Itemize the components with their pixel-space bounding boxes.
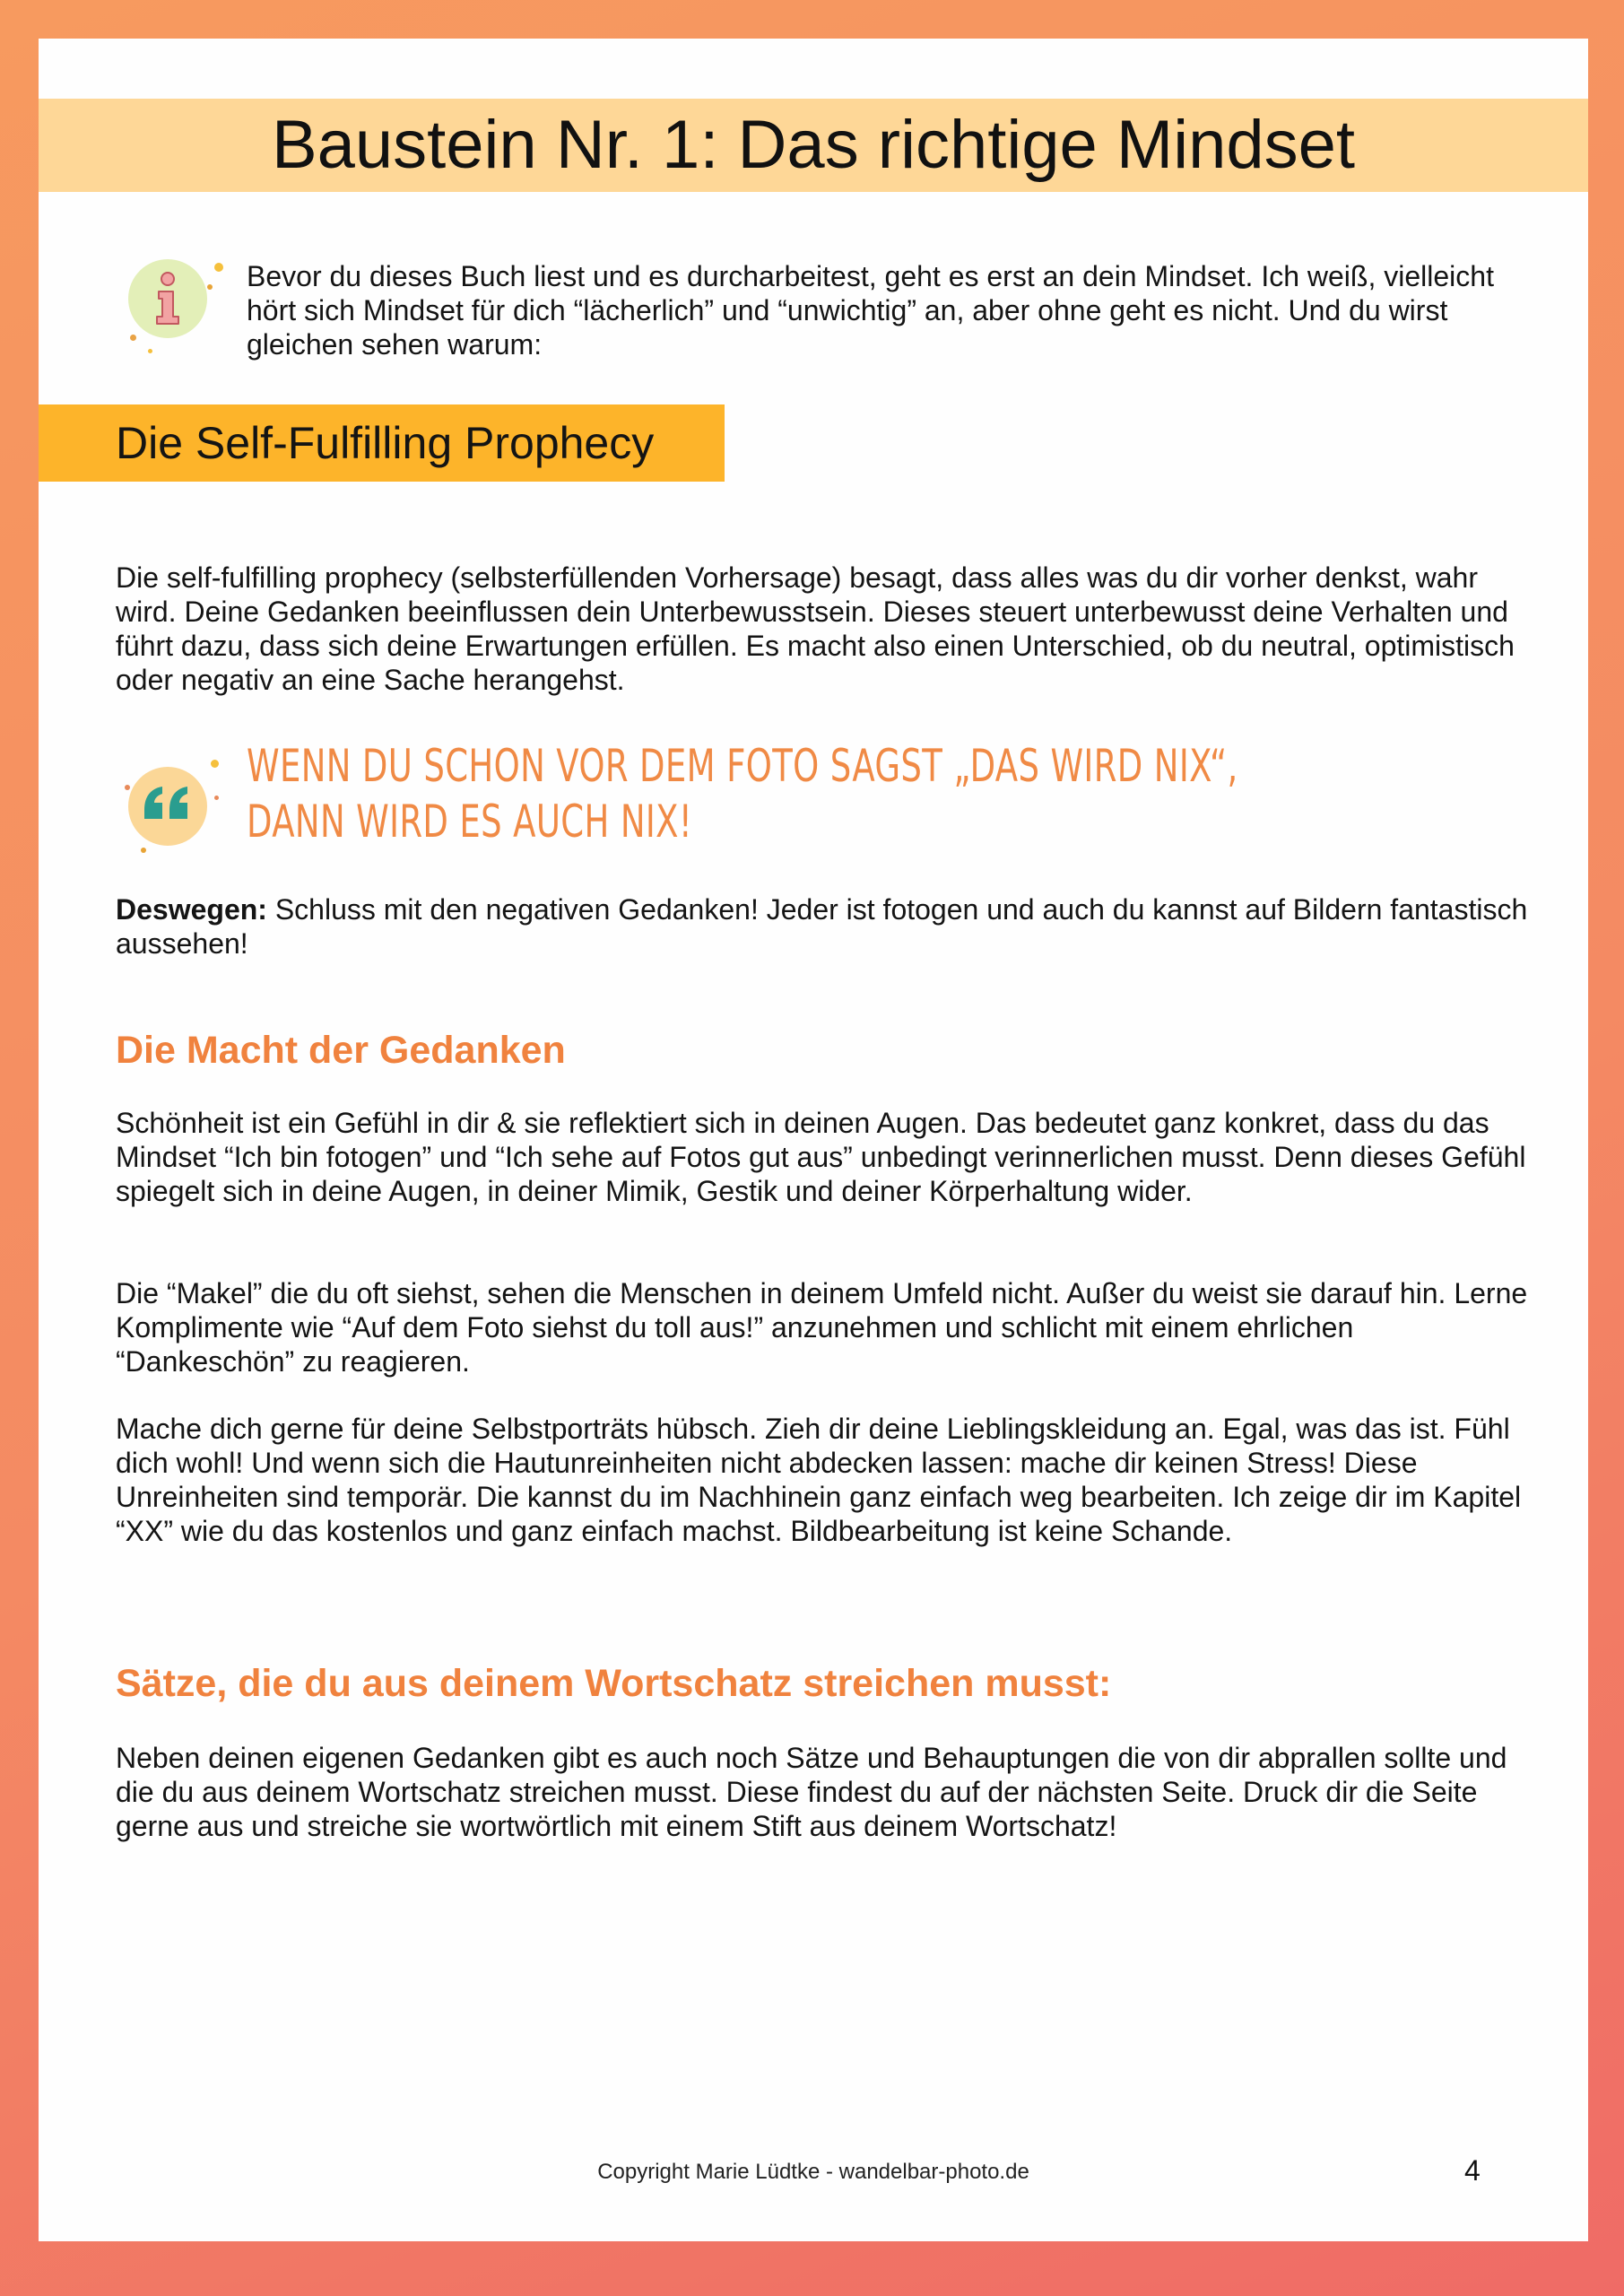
prophecy-paragraph: Die self-fulfilling prophecy (selbsterfüllenden Vorhersage) besagt, dass alles was du dir vorher denkst, wahr wird. Deine Gedanken beeinflussen dein Unterbewusstsein. Dieses steuert unterbewusst deine Verhalten und führt dazu, dass sich deine Erwartungen erfüllen. Es macht also einen Unterschied, ob du neutral, optimistisch oder negativ an eine Sache herangehst.	[116, 561, 1515, 696]
macht-paragraph-2: Die “Makel” die du oft siehst, sehen die Menschen in deinem Umfeld nicht. Außer du weist sie darauf hin. Lerne Komplimente wie “Auf dem Foto siehst du toll aus!” anzunehmen und schlicht mit einem ehrlichen “Dankeschön” zu reagieren.	[116, 1277, 1528, 1378]
info-glyph	[128, 259, 207, 338]
quote-glyph	[128, 760, 207, 846]
macht-paragraph-3: Mache dich gerne für deine Selbstporträts hübsch. Zieh dir deine Lieblingskleidung an. Egal, was das ist. Fühl dich wohl! Und wenn sich die Hautunreinheiten nicht abdecken lassen: mache dir keinen Stress! Diese Unreinheiten sind temporär. Die kannst du im Nachhinein ganz einfach weg bearbeiten. Ich zeige dir im Kapitel “XX” wie du das kostenlos und ganz einfach machst. Bildbearbeitung ist keine Schande.	[116, 1413, 1522, 1547]
decor-dot	[207, 284, 213, 290]
macht-heading: Die Macht der Gedanken	[116, 1029, 566, 1072]
info-icon	[128, 259, 236, 367]
intro-text: Bevor du dieses Buch liest und es durcharbeitest, geht es erst an dein Mindset. Ich weiß, vielleicht hört sich Mindset für dich “lächerlich” und “unwichtig” an, aber ohne geht es nicht. Und du wirst gleichen sehen warum:	[247, 260, 1494, 361]
decor-dot	[148, 349, 152, 353]
decor-dot	[214, 796, 219, 800]
decor-dot	[211, 760, 219, 768]
quote-line-2: DANN WIRD ES AUCH NIX!	[247, 796, 693, 848]
page-title: Baustein Nr. 1: Das richtige Mindset	[271, 107, 1356, 183]
macht-paragraph-1: Schönheit ist ein Gefühl in dir & sie reflektiert sich in deinen Augen. Das bedeutet ganz konkret, dass du das Mindset “Ich bin fotogen” und “Ich sehe auf Fotos gut aus” unbedingt verinnerlichen musst. Denn dieses Gefühl spiegelt sich in deine Augen, in deiner Mimik, Gestik und deiner Körperhaltung wider.	[116, 1107, 1526, 1207]
quote-icon	[128, 760, 236, 867]
page-number: 4	[1464, 2154, 1481, 2187]
decor-dot	[141, 848, 146, 853]
saetze-paragraph: Neben deinen eigenen Gedanken gibt es auch noch Sätze und Behauptungen die von dir abprallen sollte und die du aus deinem Wortschatz streichen musst. Diese findest du auf der nächsten Seite. Druck dir die Seite gerne aus und streiche sie wortwörtlich mit einem Stift aus deinem Wortschatz!	[116, 1742, 1507, 1842]
deswegen-paragraph	[116, 892, 1533, 961]
saetze-heading: Sätze, die du aus deinem Wortschatz streichen musst:	[116, 1662, 1112, 1705]
deswegen-text: Schluss mit den negativen Gedanken! Jeder ist fotogen und auch du kannst auf Bildern fantastisch aussehen!	[116, 893, 1528, 960]
footer-copyright: Copyright Marie Lüdtke - wandelbar-photo.de	[597, 2160, 1029, 2184]
quote-text	[247, 738, 1238, 849]
section-heading: Die Self-Fulfilling Prophecy	[116, 418, 655, 468]
document-page	[39, 39, 1588, 2241]
quote-line-1: WENN DU SCHON VOR DEM FOTO SAGST „DAS WIRD NIX“,	[247, 740, 1238, 792]
deswegen-label: Deswegen:	[116, 893, 267, 926]
decor-dot	[214, 263, 223, 272]
